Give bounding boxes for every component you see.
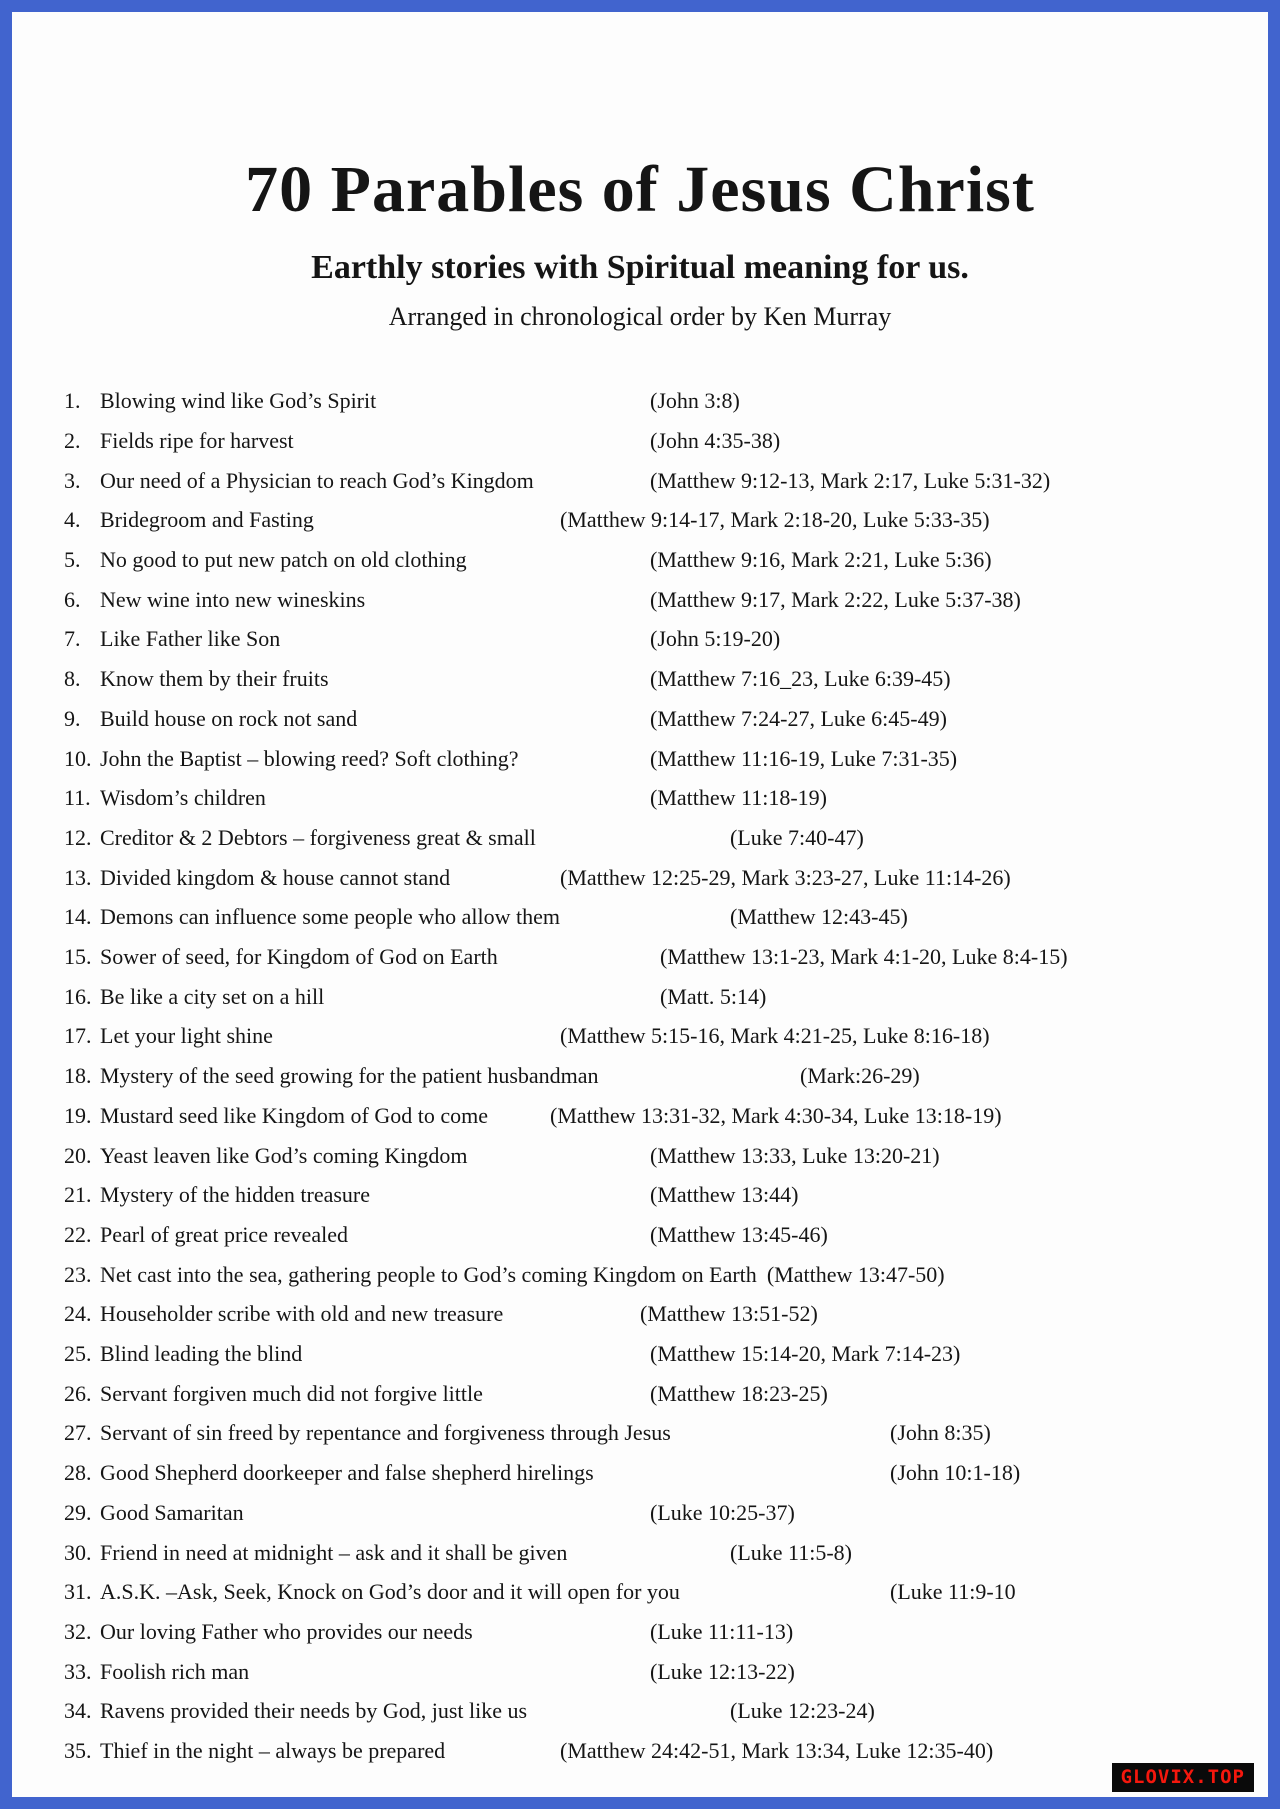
- item-title: Foolish rich man: [100, 1658, 250, 1684]
- page-byline: Arranged in chronological order by Ken Murray: [388, 301, 892, 331]
- list-item: [64, 1612, 1268, 1652]
- item-reference: (Matthew 13:44): [650, 1182, 799, 1208]
- item-reference: (Matthew 13:31-32, Mark 4:30-34, Luke 13:18-19): [550, 1102, 1002, 1128]
- list-item: [64, 1453, 1268, 1493]
- item-number: 17.: [64, 1023, 92, 1049]
- item-reference: (Mark:26-29): [800, 1063, 920, 1089]
- item-reference: (Matthew 11:16-19, Luke 7:31-35): [650, 745, 958, 771]
- item-number: 32.: [64, 1618, 92, 1644]
- list-item: [64, 1016, 1268, 1056]
- item-number: 11.: [64, 785, 91, 811]
- item-number: 20.: [64, 1142, 92, 1168]
- list-item: [64, 1136, 1268, 1176]
- item-reference: (Matthew 7:16_23, Luke 6:39-45): [650, 666, 951, 692]
- list-item: [64, 1533, 1268, 1573]
- item-number: 16.: [64, 983, 92, 1009]
- item-title: Blind leading the blind: [100, 1341, 303, 1367]
- list-item: [64, 580, 1268, 620]
- item-reference: (Matthew 13:51-52): [640, 1301, 818, 1327]
- list-item: [64, 739, 1268, 779]
- item-title: Friend in need at midnight – ask and it shall be given: [100, 1539, 568, 1565]
- item-title: Blowing wind like God’s Spirit: [100, 388, 377, 414]
- item-reference: (Matthew 13:47-50): [766, 1261, 945, 1287]
- list-item: [64, 1374, 1268, 1414]
- list-item: [64, 540, 1268, 580]
- list-item: [64, 699, 1268, 739]
- item-number: 5.: [64, 547, 81, 572]
- list-item: [64, 818, 1268, 858]
- item-title: Our loving Father who provides our needs: [100, 1618, 473, 1644]
- list-item: [64, 1056, 1268, 1096]
- item-reference: (Luke 7:40-47): [730, 824, 864, 850]
- item-title: Be like a city set on a hill: [100, 983, 325, 1009]
- list-item: [64, 1334, 1268, 1374]
- item-number: 28.: [64, 1460, 92, 1486]
- item-reference: (Luke 10:25-37): [650, 1499, 795, 1525]
- item-title: Divided kingdom & house cannot stand: [100, 864, 451, 890]
- item-reference: (Luke 11:5-8): [730, 1539, 852, 1565]
- item-reference: (Matthew 13:33, Luke 13:20-21): [650, 1142, 940, 1168]
- item-reference: (Matthew 24:42-51, Mark 13:34, Luke 12:35-40): [560, 1738, 994, 1764]
- item-reference: (Matthew 7:24-27, Luke 6:45-49): [650, 705, 947, 731]
- item-title: Fields ripe for harvest: [100, 427, 294, 453]
- list-item: [64, 1413, 1268, 1453]
- item-number: 13.: [64, 864, 92, 890]
- item-title: Build house on rock not sand: [100, 705, 358, 731]
- item-title: Mystery of the hidden treasure: [100, 1182, 371, 1208]
- item-reference: (Matthew 18:23-25): [650, 1380, 828, 1406]
- item-number: 24.: [64, 1301, 92, 1327]
- list-item: [64, 778, 1268, 818]
- item-title: Our need of a Physician to reach God’s Kingdom: [100, 467, 534, 493]
- list-item: [64, 461, 1268, 501]
- list-item: [64, 1731, 1268, 1771]
- item-title: Know them by their fruits: [100, 666, 329, 692]
- list-item: [64, 1175, 1268, 1215]
- item-reference: (Matthew 9:16, Mark 2:21, Luke 5:36): [650, 547, 992, 572]
- item-number: 34.: [64, 1698, 92, 1724]
- item-reference: (Luke 11:9-10: [890, 1579, 1016, 1605]
- list-item: [64, 858, 1268, 898]
- item-number: 4.: [64, 507, 81, 533]
- list-item: [64, 1691, 1268, 1731]
- list-item: [64, 937, 1268, 977]
- item-title: Mystery of the seed growing for the patient husbandman: [100, 1063, 599, 1089]
- item-number: 3.: [64, 467, 81, 493]
- item-number: 23.: [64, 1261, 92, 1287]
- item-title: Demons can influence some people who allow them: [100, 904, 561, 930]
- list-item: [64, 1493, 1268, 1533]
- item-title: Householder scribe with old and new treasure: [100, 1301, 504, 1327]
- item-title: A.S.K. –Ask, Seek, Knock on God’s door and it will open for you: [100, 1579, 680, 1605]
- item-number: 33.: [64, 1658, 92, 1684]
- item-title: New wine into new wineskins: [100, 586, 366, 612]
- list-item: [64, 897, 1268, 937]
- item-number: 29.: [64, 1499, 92, 1525]
- list-item: [64, 1096, 1268, 1136]
- item-reference: (Luke 12:23-24): [730, 1698, 875, 1724]
- list-item: [64, 1294, 1268, 1334]
- item-number: 19.: [64, 1102, 92, 1128]
- item-number: 18.: [64, 1063, 92, 1089]
- item-title: Servant forgiven much did not forgive little: [100, 1380, 483, 1406]
- item-reference: (Matthew 9:17, Mark 2:22, Luke 5:37-38): [650, 586, 1021, 612]
- item-reference: (Matthew 5:15-16, Mark 4:21-25, Luke 8:16-18): [560, 1023, 990, 1049]
- item-reference: (Matthew 11:18-19): [650, 785, 827, 811]
- item-title: Mustard seed like Kingdom of God to come: [100, 1102, 488, 1128]
- list-item: [64, 1215, 1268, 1255]
- item-number: 6.: [64, 586, 81, 612]
- parable-list: [64, 381, 1268, 1771]
- item-number: 8.: [64, 666, 81, 692]
- item-title: John the Baptist – blowing reed? Soft clothing?: [100, 745, 519, 771]
- item-reference: (Matt. 5:14): [660, 983, 767, 1009]
- item-number: 12.: [64, 824, 92, 850]
- item-number: 21.: [64, 1182, 92, 1208]
- item-reference: (Luke 11:11-13): [650, 1618, 794, 1644]
- list-item: [64, 1652, 1268, 1692]
- item-reference: (Matthew 12:25-29, Mark 3:23-27, Luke 11:14-26): [560, 864, 1011, 890]
- watermark-badge: GLOVIX.TOP: [1112, 1763, 1254, 1792]
- item-reference: (Luke 12:13-22): [650, 1658, 795, 1684]
- item-number: 30.: [64, 1539, 92, 1565]
- item-number: 31.: [64, 1579, 92, 1605]
- list-item: [64, 1255, 1268, 1295]
- item-title: Creditor & 2 Debtors – forgiveness great & small: [100, 824, 536, 850]
- item-number: 26.: [64, 1380, 92, 1406]
- page-title: 70 Parables of Jesus Christ: [245, 153, 1035, 226]
- item-title: Bridegroom and Fasting: [100, 507, 314, 533]
- item-number: 9.: [64, 705, 81, 731]
- item-number: 7.: [64, 626, 81, 652]
- item-number: 10.: [64, 745, 92, 771]
- list-item: [64, 421, 1268, 461]
- item-number: 15.: [64, 944, 92, 970]
- item-title: Let your light shine: [100, 1023, 273, 1049]
- item-title: Good Samaritan: [100, 1499, 244, 1525]
- item-reference: (Matthew 15:14-20, Mark 7:14-23): [650, 1341, 961, 1367]
- item-reference: (John 8:35): [890, 1420, 991, 1446]
- item-title: Thief in the night – always be prepared: [100, 1738, 446, 1764]
- list-item: [64, 977, 1268, 1017]
- item-title: Like Father like Son: [100, 626, 281, 652]
- list-item: [64, 659, 1268, 699]
- item-number: 27.: [64, 1420, 92, 1446]
- item-title: Sower of seed, for Kingdom of God on Earth: [100, 944, 498, 970]
- item-title: Servant of sin freed by repentance and forgiveness through Jesus: [100, 1420, 671, 1446]
- list-item: [64, 500, 1268, 540]
- item-reference: (Matthew 13:45-46): [650, 1221, 828, 1247]
- item-title: Net cast into the sea, gathering people to God’s coming Kingdom on Earth: [100, 1261, 757, 1287]
- item-title: No good to put new patch on old clothing: [100, 547, 467, 572]
- item-number: 2.: [64, 427, 81, 453]
- item-reference: (Matthew 9:14-17, Mark 2:18-20, Luke 5:33-35): [560, 507, 990, 533]
- item-reference: (John 5:19-20): [650, 626, 781, 652]
- page-subtitle: Earthly stories with Spiritual meaning for us.: [311, 248, 969, 286]
- list-item: [64, 619, 1268, 659]
- item-number: 1.: [64, 388, 81, 414]
- item-title: Ravens provided their needs by God, just like us: [100, 1698, 528, 1724]
- item-reference: (Matthew 9:12-13, Mark 2:17, Luke 5:31-32): [650, 467, 1051, 493]
- item-reference: (Matthew 12:43-45): [730, 904, 908, 930]
- item-number: 35.: [64, 1738, 92, 1764]
- item-reference: (John 4:35-38): [650, 427, 781, 453]
- item-number: 22.: [64, 1221, 92, 1247]
- item-number: 14.: [64, 904, 92, 930]
- list-item: [64, 381, 1268, 421]
- item-title: Wisdom’s children: [100, 785, 266, 811]
- item-title: Yeast leaven like God’s coming Kingdom: [100, 1142, 468, 1168]
- item-reference: (Matthew 13:1-23, Mark 4:1-20, Luke 8:4-15): [660, 944, 1068, 970]
- item-title: Good Shepherd doorkeeper and false shepherd hirelings: [100, 1460, 594, 1486]
- item-title: Pearl of great price revealed: [100, 1221, 348, 1247]
- list-item: [64, 1572, 1268, 1612]
- item-reference: (John 10:1-18): [890, 1460, 1021, 1486]
- item-number: 25.: [64, 1341, 92, 1367]
- item-reference: (John 3:8): [650, 388, 740, 414]
